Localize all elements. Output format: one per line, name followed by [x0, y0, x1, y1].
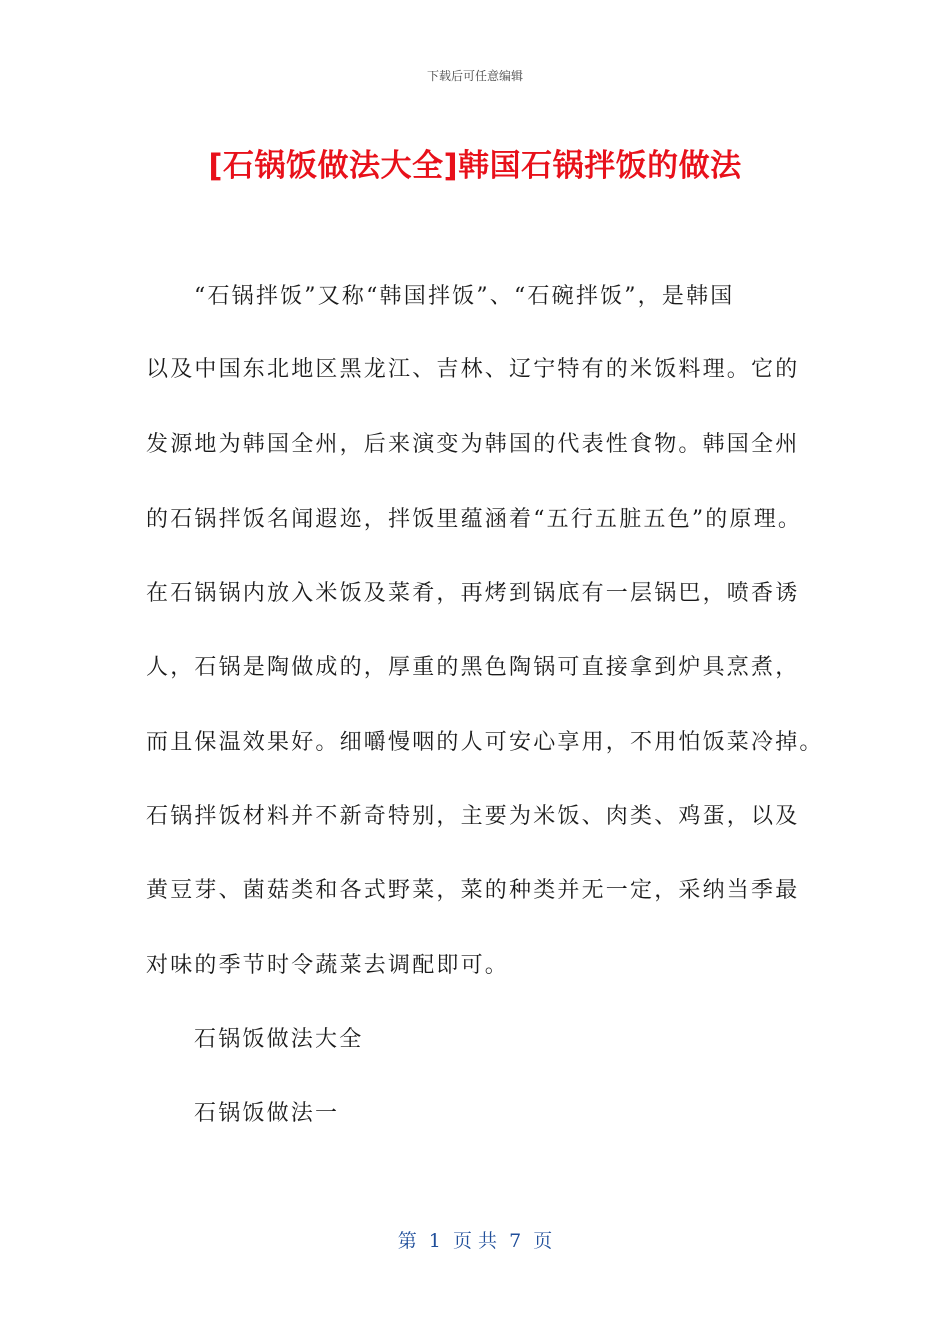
page-footer: 第 1 页 共 7 页: [397, 1230, 553, 1252]
header-note: 下载后可任意编辑: [426, 69, 523, 83]
paragraph-line: 以及中国东北地区黑龙江、吉林、辽宁特有的米饭料理。它的: [146, 357, 800, 382]
paragraph-line: 石锅拌饭材料并不新奇特别，主要为米饭、肉类、鸡蛋，以及: [146, 804, 800, 829]
paragraph-line: 的石锅拌饭名闻遐迩，拌饭里蕴涵着“五行五脏五色”的原理。: [146, 507, 803, 532]
document-title: [石锅饭做法大全]韩国石锅拌饭的做法: [208, 148, 742, 184]
section-heading: 石锅饭做法大全: [194, 1027, 364, 1052]
paragraph-line: 黄豆芽、菌菇类和各式野菜，菜的种类并无一定，采纳当季最: [146, 878, 800, 903]
paragraph-line: 而且保温效果好。细嚼慢咽的人可安心享用，不用怕饭菜冷掉。: [146, 730, 824, 755]
paragraph-line: 在石锅锅内放入米饭及菜肴，再烤到锅底有一层锅巴，喷香诱: [146, 581, 800, 606]
paragraph-line: 发源地为韩国全州，后来演变为韩国的代表性食物。韩国全州: [146, 432, 800, 457]
paragraph-line: 对味的季节时令蔬菜去调配即可。: [146, 953, 510, 978]
subsection-heading: 石锅饭做法一: [194, 1101, 340, 1126]
paragraph-line: “石锅拌饭”又称“韩国拌饭”、“石碗拌饭”，是韩国: [194, 284, 735, 309]
paragraph-line: 人，石锅是陶做成的，厚重的黑色陶锅可直接拿到炉具烹煮，: [146, 655, 800, 680]
